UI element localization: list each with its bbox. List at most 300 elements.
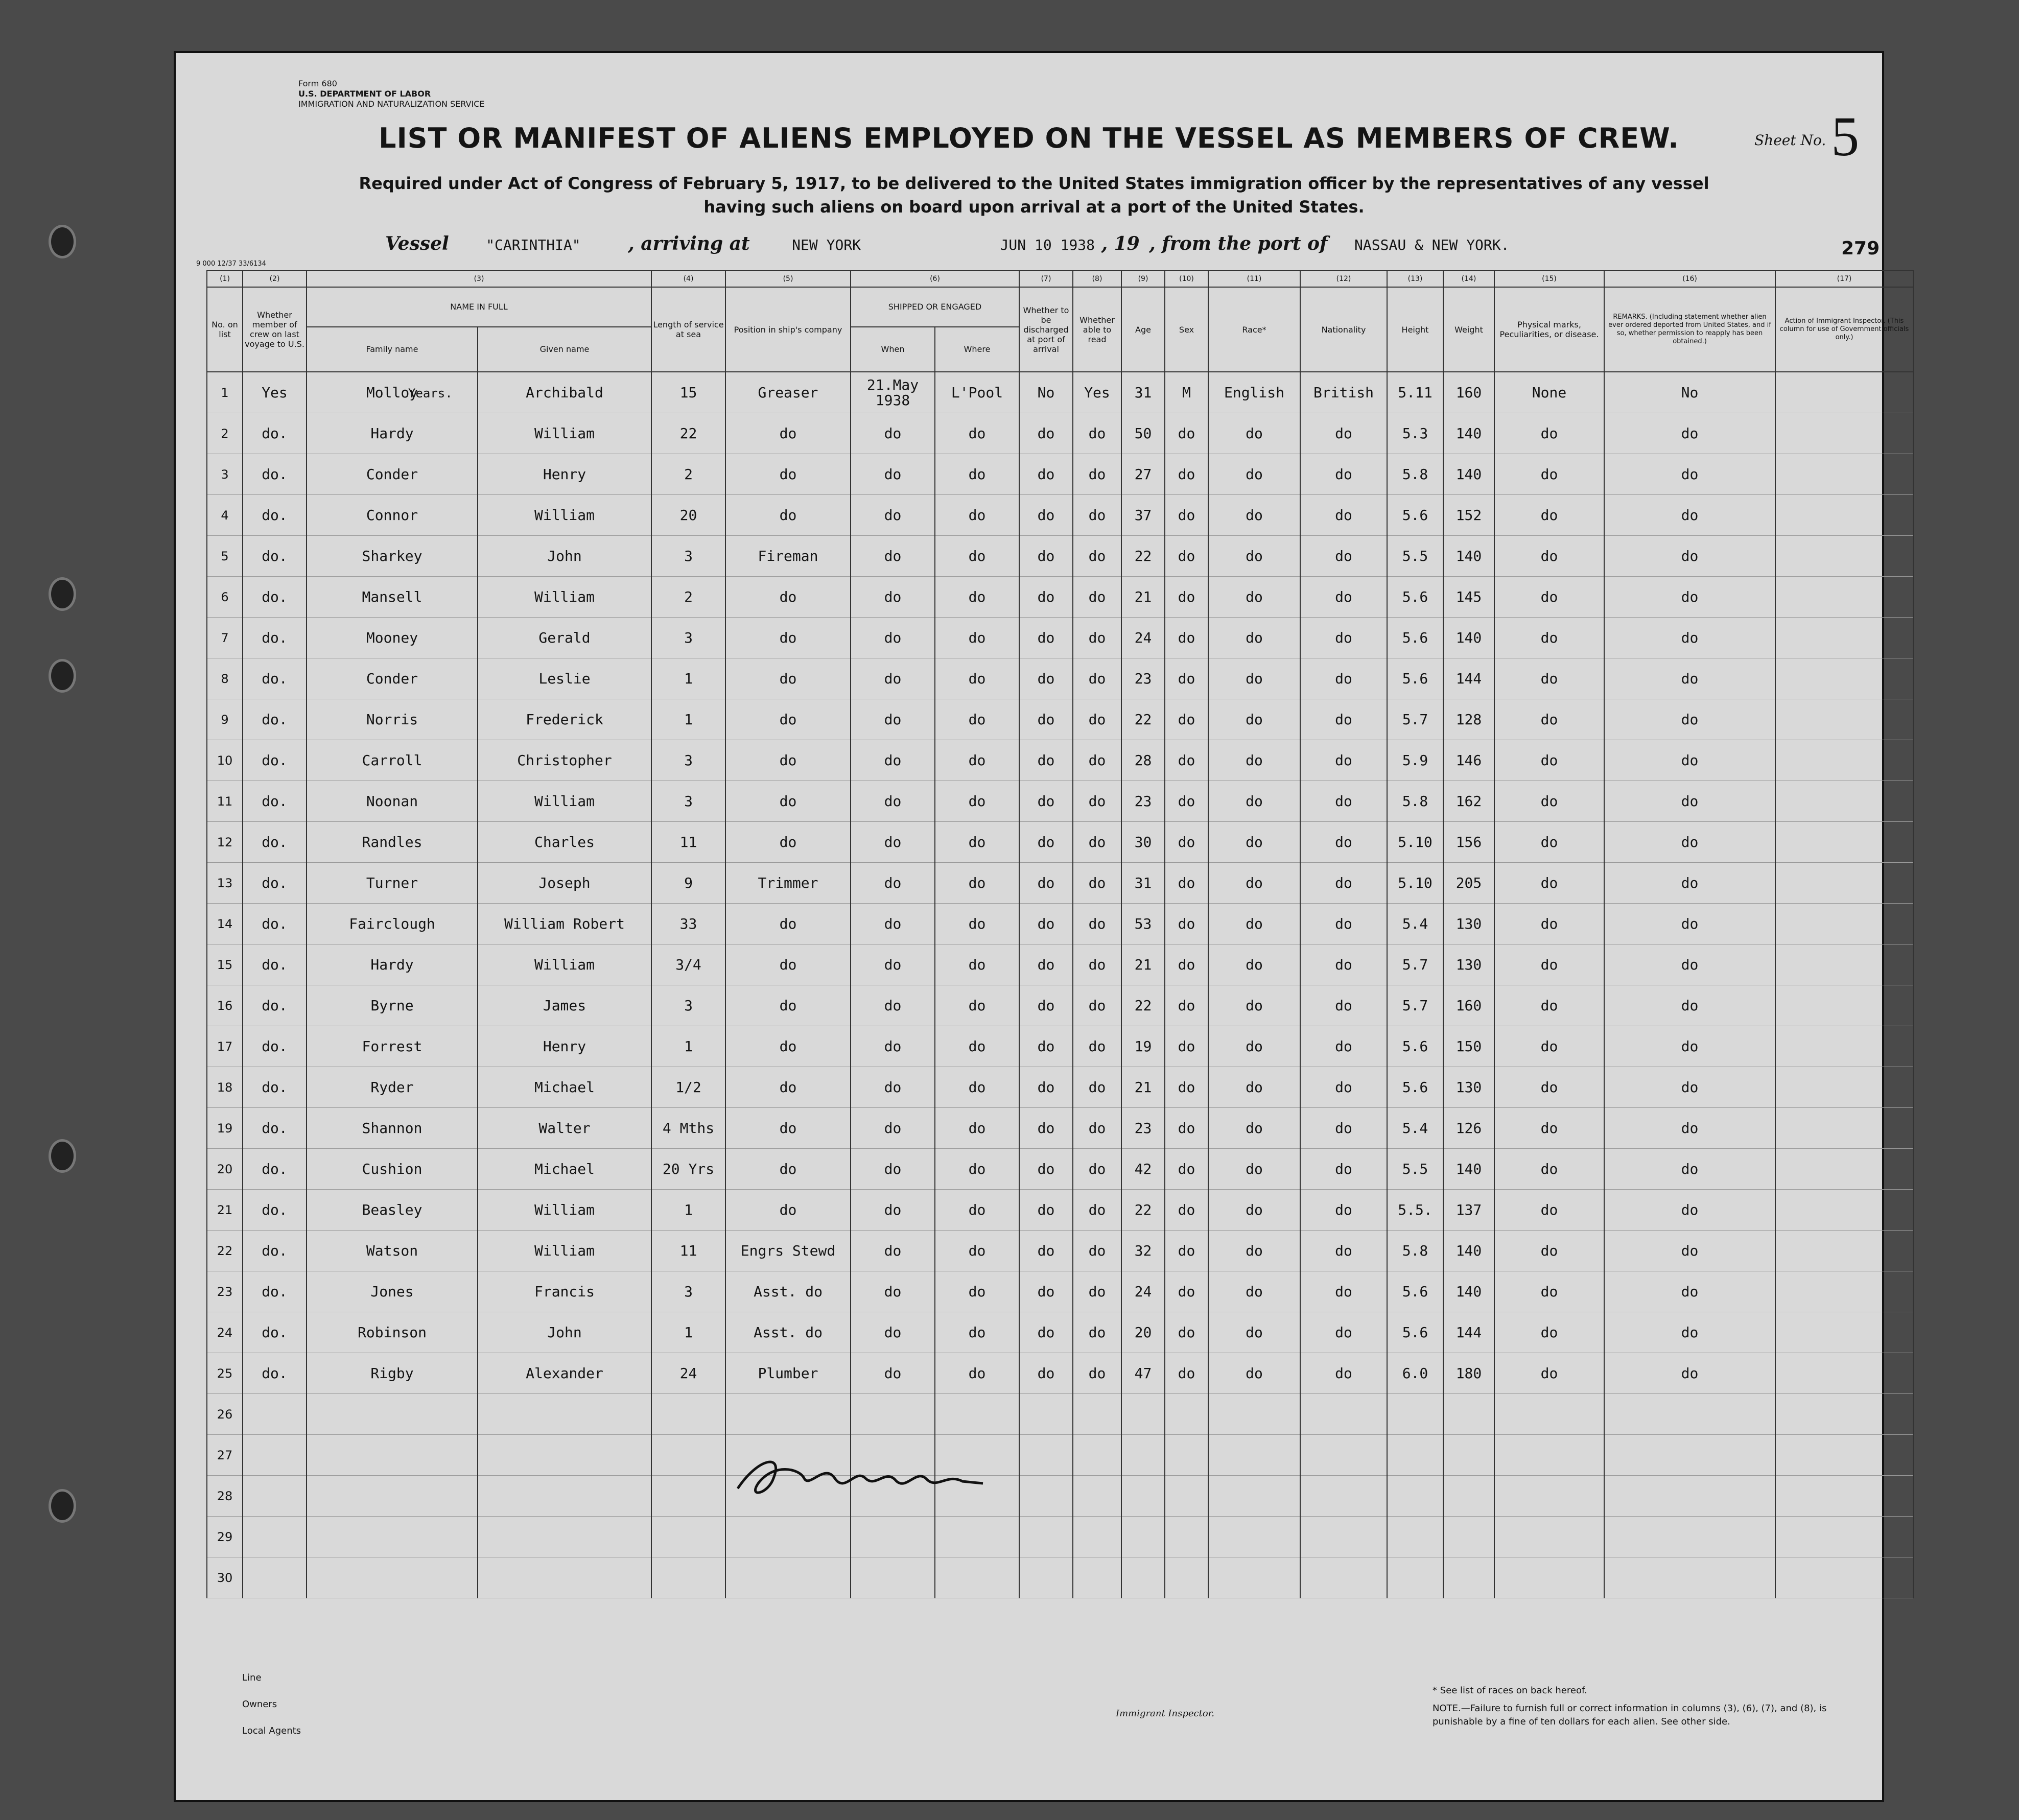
header-nationality: Nationality	[1300, 287, 1387, 372]
race-cell: do	[1208, 577, 1300, 618]
inspector-action-cell	[1775, 1108, 1913, 1149]
remarks-cell: do	[1604, 454, 1775, 495]
vessel-line	[385, 233, 1509, 254]
col-num: (6)	[851, 271, 1019, 287]
last-voyage-cell: do.	[243, 1190, 307, 1231]
race-cell: do	[1208, 1108, 1300, 1149]
weight-cell: 160	[1443, 372, 1494, 413]
service-length-cell: 15	[651, 372, 725, 413]
shipped-where-cell: do	[935, 1231, 1019, 1271]
last-voyage-cell: do.	[243, 658, 307, 699]
service-length-cell: 11	[651, 822, 725, 863]
sex-cell	[1165, 1435, 1208, 1476]
sex-cell	[1165, 1557, 1208, 1598]
table-row	[207, 1394, 1913, 1435]
discharged-cell: do	[1019, 618, 1073, 658]
shipped-when-cell: do	[851, 1271, 935, 1312]
height-cell: 5.5.	[1387, 1190, 1443, 1231]
able-to-read-cell: do	[1073, 1271, 1121, 1312]
last-voyage-cell	[243, 1557, 307, 1598]
height-cell: 5.11	[1387, 372, 1443, 413]
family-name-cell	[307, 1476, 478, 1517]
remarks-cell: do	[1604, 1067, 1775, 1108]
position-cell: Asst. do	[725, 1271, 851, 1312]
inspector-action-cell	[1775, 740, 1913, 781]
remarks-cell: do	[1604, 781, 1775, 822]
last-voyage-cell: do.	[243, 413, 307, 454]
physical-marks-cell	[1494, 1394, 1604, 1435]
header-given-name: Given name	[478, 327, 651, 372]
height-cell: 5.10	[1387, 822, 1443, 863]
able-to-read-cell: do	[1073, 1149, 1121, 1190]
discharged-cell: do	[1019, 781, 1073, 822]
family-name-cell: Turner	[307, 863, 478, 904]
service-length-cell: 3	[651, 618, 725, 658]
age-cell	[1121, 1557, 1165, 1598]
weight-cell	[1443, 1557, 1494, 1598]
race-cell	[1208, 1435, 1300, 1476]
remarks-cell	[1604, 1557, 1775, 1598]
able-to-read-cell: do	[1073, 740, 1121, 781]
able-to-read-cell: do	[1073, 413, 1121, 454]
page-title: LIST OR MANIFEST OF ALIENS EMPLOYED ON THE VESSEL AS MEMBERS OF CREW.	[379, 122, 1679, 154]
service-length-cell	[651, 1517, 725, 1557]
height-cell: 5.6	[1387, 1312, 1443, 1353]
family-name-cell: Hardy	[307, 413, 478, 454]
remarks-cell: do	[1604, 1353, 1775, 1394]
race-cell	[1208, 1394, 1300, 1435]
inspector-action-cell	[1775, 985, 1913, 1026]
position-cell: do	[725, 1149, 851, 1190]
col-num: (2)	[243, 271, 307, 287]
inspector-action-cell	[1775, 944, 1913, 985]
weight-cell: 130	[1443, 944, 1494, 985]
sex-cell: do	[1165, 1353, 1208, 1394]
col-num: (17)	[1775, 271, 1913, 287]
family-name-cell: Noonan	[307, 781, 478, 822]
height-cell: 5.10	[1387, 863, 1443, 904]
shipped-when-cell: do	[851, 1231, 935, 1271]
list-number-cell: 29	[207, 1517, 243, 1557]
discharged-cell: do	[1019, 1353, 1073, 1394]
given-name-cell: Walter	[478, 1108, 651, 1149]
race-cell: do	[1208, 618, 1300, 658]
sex-cell: do	[1165, 658, 1208, 699]
able-to-read-cell: do	[1073, 944, 1121, 985]
date-stamp: JUN 10 1938	[1000, 237, 1095, 253]
age-cell: 22	[1121, 536, 1165, 577]
height-cell: 5.7	[1387, 985, 1443, 1026]
last-voyage-cell	[243, 1476, 307, 1517]
position-cell: do	[725, 740, 851, 781]
able-to-read-cell: do	[1073, 1312, 1121, 1353]
age-cell: 28	[1121, 740, 1165, 781]
table-row	[207, 536, 1913, 577]
physical-marks-cell: do	[1494, 863, 1604, 904]
family-name-cell: Carroll	[307, 740, 478, 781]
last-voyage-cell: do.	[243, 822, 307, 863]
inspector-action-cell	[1775, 372, 1913, 413]
physical-marks-cell: do	[1494, 1231, 1604, 1271]
discharged-cell	[1019, 1394, 1073, 1435]
weight-cell: 140	[1443, 1149, 1494, 1190]
header-age: Age	[1121, 287, 1165, 372]
sex-cell: do	[1165, 740, 1208, 781]
nationality-cell: do	[1300, 1353, 1387, 1394]
list-number-cell: 20	[207, 1149, 243, 1190]
able-to-read-cell	[1073, 1394, 1121, 1435]
table-row	[207, 740, 1913, 781]
weight-cell: 180	[1443, 1353, 1494, 1394]
sex-cell: M	[1165, 372, 1208, 413]
family-name-cell: Sharkey	[307, 536, 478, 577]
able-to-read-cell: do	[1073, 904, 1121, 944]
weight-cell: 145	[1443, 577, 1494, 618]
header-last-voyage: Whether member of crew on last voyage to U.S.	[243, 287, 307, 372]
shipped-when-cell	[851, 1394, 935, 1435]
service-length-cell: 1	[651, 1190, 725, 1231]
shipped-when-cell: do	[851, 1312, 935, 1353]
family-name-cell: Fairclough	[307, 904, 478, 944]
given-name-cell: Charles	[478, 822, 651, 863]
shipped-when-cell: do	[851, 454, 935, 495]
shipped-where-cell: do	[935, 985, 1019, 1026]
binder-hole	[49, 225, 76, 258]
nationality-cell: do	[1300, 495, 1387, 536]
shipped-where-cell: do	[935, 1108, 1019, 1149]
service-length-cell: 33	[651, 904, 725, 944]
weight-cell: 160	[1443, 985, 1494, 1026]
shipped-when-cell: do	[851, 1149, 935, 1190]
height-cell	[1387, 1394, 1443, 1435]
table-row	[207, 1190, 1913, 1231]
shipped-when-cell: do	[851, 1353, 935, 1394]
sex-cell: do	[1165, 1190, 1208, 1231]
discharged-cell	[1019, 1476, 1073, 1517]
remarks-cell	[1604, 1476, 1775, 1517]
list-number-cell: 8	[207, 658, 243, 699]
race-cell: do	[1208, 863, 1300, 904]
list-number-cell: 18	[207, 1067, 243, 1108]
remarks-cell: do	[1604, 904, 1775, 944]
weight-cell: 162	[1443, 781, 1494, 822]
position-cell: do	[725, 985, 851, 1026]
nationality-cell: do	[1300, 985, 1387, 1026]
service-length-cell: 1	[651, 1026, 725, 1067]
inspector-action-cell	[1775, 495, 1913, 536]
sex-cell: do	[1165, 863, 1208, 904]
weight-cell: 126	[1443, 1108, 1494, 1149]
last-voyage-cell: do.	[243, 536, 307, 577]
remarks-cell: No	[1604, 372, 1775, 413]
header-position: Position in ship's company	[725, 287, 851, 372]
service-length-cell: 3	[651, 1271, 725, 1312]
department: U.S. DEPARTMENT OF LABOR	[298, 89, 431, 99]
header-family-name: Family name	[307, 327, 478, 372]
family-name-cell: Jones	[307, 1271, 478, 1312]
list-number-cell: 16	[207, 985, 243, 1026]
header-shipped-or-engaged: SHIPPED OR ENGAGED	[851, 287, 1019, 327]
family-name-cell: Mansell	[307, 577, 478, 618]
height-cell: 5.8	[1387, 1231, 1443, 1271]
list-number-cell: 1	[207, 372, 243, 413]
position-cell: do	[725, 699, 851, 740]
shipped-when-cell: do	[851, 781, 935, 822]
last-voyage-cell: do.	[243, 1067, 307, 1108]
age-cell: 30	[1121, 822, 1165, 863]
list-number-cell: 14	[207, 904, 243, 944]
service-length-cell: 20	[651, 495, 725, 536]
header-weight: Weight	[1443, 287, 1494, 372]
height-cell: 5.6	[1387, 495, 1443, 536]
given-name-cell	[478, 1435, 651, 1476]
shipped-where-cell	[935, 1394, 1019, 1435]
shipped-when-cell: do	[851, 699, 935, 740]
age-cell: 37	[1121, 495, 1165, 536]
header-where: Where	[935, 327, 1019, 372]
age-cell: 20	[1121, 1312, 1165, 1353]
sex-cell: do	[1165, 454, 1208, 495]
inspector-action-cell	[1775, 1435, 1913, 1476]
local-agents-label: Local Agents	[242, 1726, 301, 1736]
shipped-when-cell: do	[851, 577, 935, 618]
shipped-where-cell: do	[935, 1353, 1019, 1394]
family-name-cell: Watson	[307, 1231, 478, 1271]
able-to-read-cell: Yes	[1073, 372, 1121, 413]
service-length-cell: 1	[651, 1312, 725, 1353]
race-cell: do	[1208, 944, 1300, 985]
discharged-cell: do	[1019, 1271, 1073, 1312]
shipped-when-cell: do	[851, 1108, 935, 1149]
owners-label: Owners	[242, 1699, 277, 1710]
col-num: (1)	[207, 271, 243, 287]
inspector-action-cell	[1775, 1067, 1913, 1108]
list-number-cell: 25	[207, 1353, 243, 1394]
race-cell: do	[1208, 1190, 1300, 1231]
inspector-action-cell	[1775, 1026, 1913, 1067]
height-cell: 5.3	[1387, 413, 1443, 454]
family-name-cell: Molloy	[307, 372, 478, 413]
shipped-where-cell: do	[935, 536, 1019, 577]
family-name-cell: Forrest	[307, 1026, 478, 1067]
able-to-read-cell: do	[1073, 985, 1121, 1026]
age-cell: 42	[1121, 1149, 1165, 1190]
shipped-where-cell: do	[935, 1271, 1019, 1312]
shipped-when-cell: 21.May 1938	[851, 372, 935, 413]
position-cell	[725, 1557, 851, 1598]
header-remarks: REMARKS. (Including statement whether alien ever ordered deported from United States, and if so, whether permission to reapply has been obtained.)	[1604, 287, 1775, 372]
height-cell: 5.8	[1387, 781, 1443, 822]
table-row	[207, 577, 1913, 618]
physical-marks-cell: do	[1494, 904, 1604, 944]
discharged-cell: do	[1019, 1149, 1073, 1190]
race-cell	[1208, 1557, 1300, 1598]
given-name-cell: James	[478, 985, 651, 1026]
last-voyage-cell: do.	[243, 781, 307, 822]
position-cell	[725, 1394, 851, 1435]
col-num: (10)	[1165, 271, 1208, 287]
discharged-cell: do	[1019, 1026, 1073, 1067]
able-to-read-cell: do	[1073, 618, 1121, 658]
list-number-cell: 28	[207, 1476, 243, 1517]
physical-marks-cell: do	[1494, 658, 1604, 699]
list-number-cell: 15	[207, 944, 243, 985]
list-number-cell: 11	[207, 781, 243, 822]
nationality-cell: do	[1300, 1067, 1387, 1108]
physical-marks-cell: do	[1494, 454, 1604, 495]
age-cell: 21	[1121, 944, 1165, 985]
discharged-cell: do	[1019, 536, 1073, 577]
nationality-cell: do	[1300, 944, 1387, 985]
able-to-read-cell: do	[1073, 1067, 1121, 1108]
binder-hole	[49, 577, 76, 611]
col-num: (7)	[1019, 271, 1073, 287]
given-name-cell: Archibald	[478, 372, 651, 413]
remarks-cell: do	[1604, 985, 1775, 1026]
physical-marks-cell: do	[1494, 577, 1604, 618]
remarks-cell: do	[1604, 618, 1775, 658]
weight-cell: 152	[1443, 495, 1494, 536]
family-name-cell: Hardy	[307, 944, 478, 985]
able-to-read-cell	[1073, 1435, 1121, 1476]
age-cell: 53	[1121, 904, 1165, 944]
age-cell: 21	[1121, 577, 1165, 618]
header-when: When	[851, 327, 935, 372]
shipped-where-cell: do	[935, 577, 1019, 618]
nationality-cell: do	[1300, 1026, 1387, 1067]
remarks-cell: do	[1604, 740, 1775, 781]
last-voyage-cell: do.	[243, 740, 307, 781]
weight-cell: 128	[1443, 699, 1494, 740]
position-cell: do	[725, 413, 851, 454]
inspector-action-cell	[1775, 1312, 1913, 1353]
fine-note: NOTE.—Failure to furnish full or correct information in columns (3), (6), (7), and (8), is punishable by a fine of ten dollars for each alien. See other side.	[1433, 1703, 1827, 1727]
physical-marks-cell: do	[1494, 944, 1604, 985]
race-cell: do	[1208, 413, 1300, 454]
crew-rows	[207, 372, 1913, 1598]
last-voyage-cell: do.	[243, 1149, 307, 1190]
weight-cell: 130	[1443, 904, 1494, 944]
physical-marks-cell: do	[1494, 822, 1604, 863]
height-cell: 5.7	[1387, 944, 1443, 985]
age-cell: 22	[1121, 699, 1165, 740]
discharged-cell: do	[1019, 1108, 1073, 1149]
sex-cell: do	[1165, 536, 1208, 577]
able-to-read-cell: do	[1073, 1108, 1121, 1149]
physical-marks-cell: do	[1494, 413, 1604, 454]
list-number-cell: 26	[207, 1394, 243, 1435]
binder-hole	[49, 1489, 76, 1523]
physical-marks-cell: do	[1494, 1149, 1604, 1190]
given-name-cell: Michael	[478, 1067, 651, 1108]
shipped-where-cell: do	[935, 658, 1019, 699]
col-num: (9)	[1121, 271, 1165, 287]
service-length-cell: 24	[651, 1353, 725, 1394]
nationality-cell: do	[1300, 822, 1387, 863]
age-cell	[1121, 1517, 1165, 1557]
shipped-when-cell: do	[851, 822, 935, 863]
table-row	[207, 985, 1913, 1026]
given-name-cell	[478, 1517, 651, 1557]
shipped-where-cell: do	[935, 1067, 1019, 1108]
discharged-cell: do	[1019, 1231, 1073, 1271]
service-length-cell: 3	[651, 740, 725, 781]
position-cell: do	[725, 618, 851, 658]
nationality-cell: do	[1300, 699, 1387, 740]
years-note: Years.	[408, 386, 453, 400]
nationality-cell: do	[1300, 454, 1387, 495]
remarks-cell	[1604, 1394, 1775, 1435]
height-cell: 5.6	[1387, 1271, 1443, 1312]
age-cell: 32	[1121, 1231, 1165, 1271]
from-port: NASSAU & NEW YORK.	[1354, 237, 1510, 253]
table-row	[207, 822, 1913, 863]
list-number-cell: 24	[207, 1312, 243, 1353]
shipped-where-cell: do	[935, 1190, 1019, 1231]
weight-cell: 144	[1443, 658, 1494, 699]
given-name-cell: Alexander	[478, 1353, 651, 1394]
given-name-cell: Christopher	[478, 740, 651, 781]
list-number-cell: 27	[207, 1435, 243, 1476]
service-length-cell: 22	[651, 413, 725, 454]
age-cell: 50	[1121, 413, 1165, 454]
header-height: Height	[1387, 287, 1443, 372]
given-name-cell: Henry	[478, 1026, 651, 1067]
position-cell: do	[725, 944, 851, 985]
manifest-page	[174, 51, 1909, 1802]
vessel-label: Vessel	[385, 233, 449, 254]
discharged-cell: do	[1019, 1067, 1073, 1108]
able-to-read-cell: do	[1073, 781, 1121, 822]
col-num: (15)	[1494, 271, 1604, 287]
table-row	[207, 904, 1913, 944]
list-number-cell: 13	[207, 863, 243, 904]
position-cell: do	[725, 495, 851, 536]
discharged-cell: do	[1019, 985, 1073, 1026]
discharged-cell: do	[1019, 454, 1073, 495]
discharged-cell: do	[1019, 904, 1073, 944]
race-cell: do	[1208, 699, 1300, 740]
last-voyage-cell: do.	[243, 944, 307, 985]
sex-cell: do	[1165, 1149, 1208, 1190]
nationality-cell	[1300, 1557, 1387, 1598]
shipped-where-cell: do	[935, 781, 1019, 822]
crew-table	[206, 270, 1914, 1598]
inspector-action-cell	[1775, 699, 1913, 740]
last-voyage-cell: do.	[243, 1271, 307, 1312]
last-voyage-cell: do.	[243, 863, 307, 904]
family-name-cell: Mooney	[307, 618, 478, 658]
remarks-cell: do	[1604, 577, 1775, 618]
header-length-of-service: Length of service at sea	[651, 287, 725, 372]
discharged-cell: do	[1019, 495, 1073, 536]
age-cell: 22	[1121, 985, 1165, 1026]
table-row	[207, 863, 1913, 904]
height-cell	[1387, 1435, 1443, 1476]
service-length-cell: 11	[651, 1231, 725, 1271]
able-to-read-cell: do	[1073, 536, 1121, 577]
able-to-read-cell: do	[1073, 658, 1121, 699]
line-label: Line	[242, 1672, 262, 1683]
service-length-cell: 20 Yrs	[651, 1149, 725, 1190]
inspector-action-cell	[1775, 658, 1913, 699]
discharged-cell: do	[1019, 1190, 1073, 1231]
position-cell	[725, 1517, 851, 1557]
physical-marks-cell: do	[1494, 740, 1604, 781]
binder-hole	[49, 659, 76, 693]
shipped-where-cell: do	[935, 618, 1019, 658]
given-name-cell: Joseph	[478, 863, 651, 904]
